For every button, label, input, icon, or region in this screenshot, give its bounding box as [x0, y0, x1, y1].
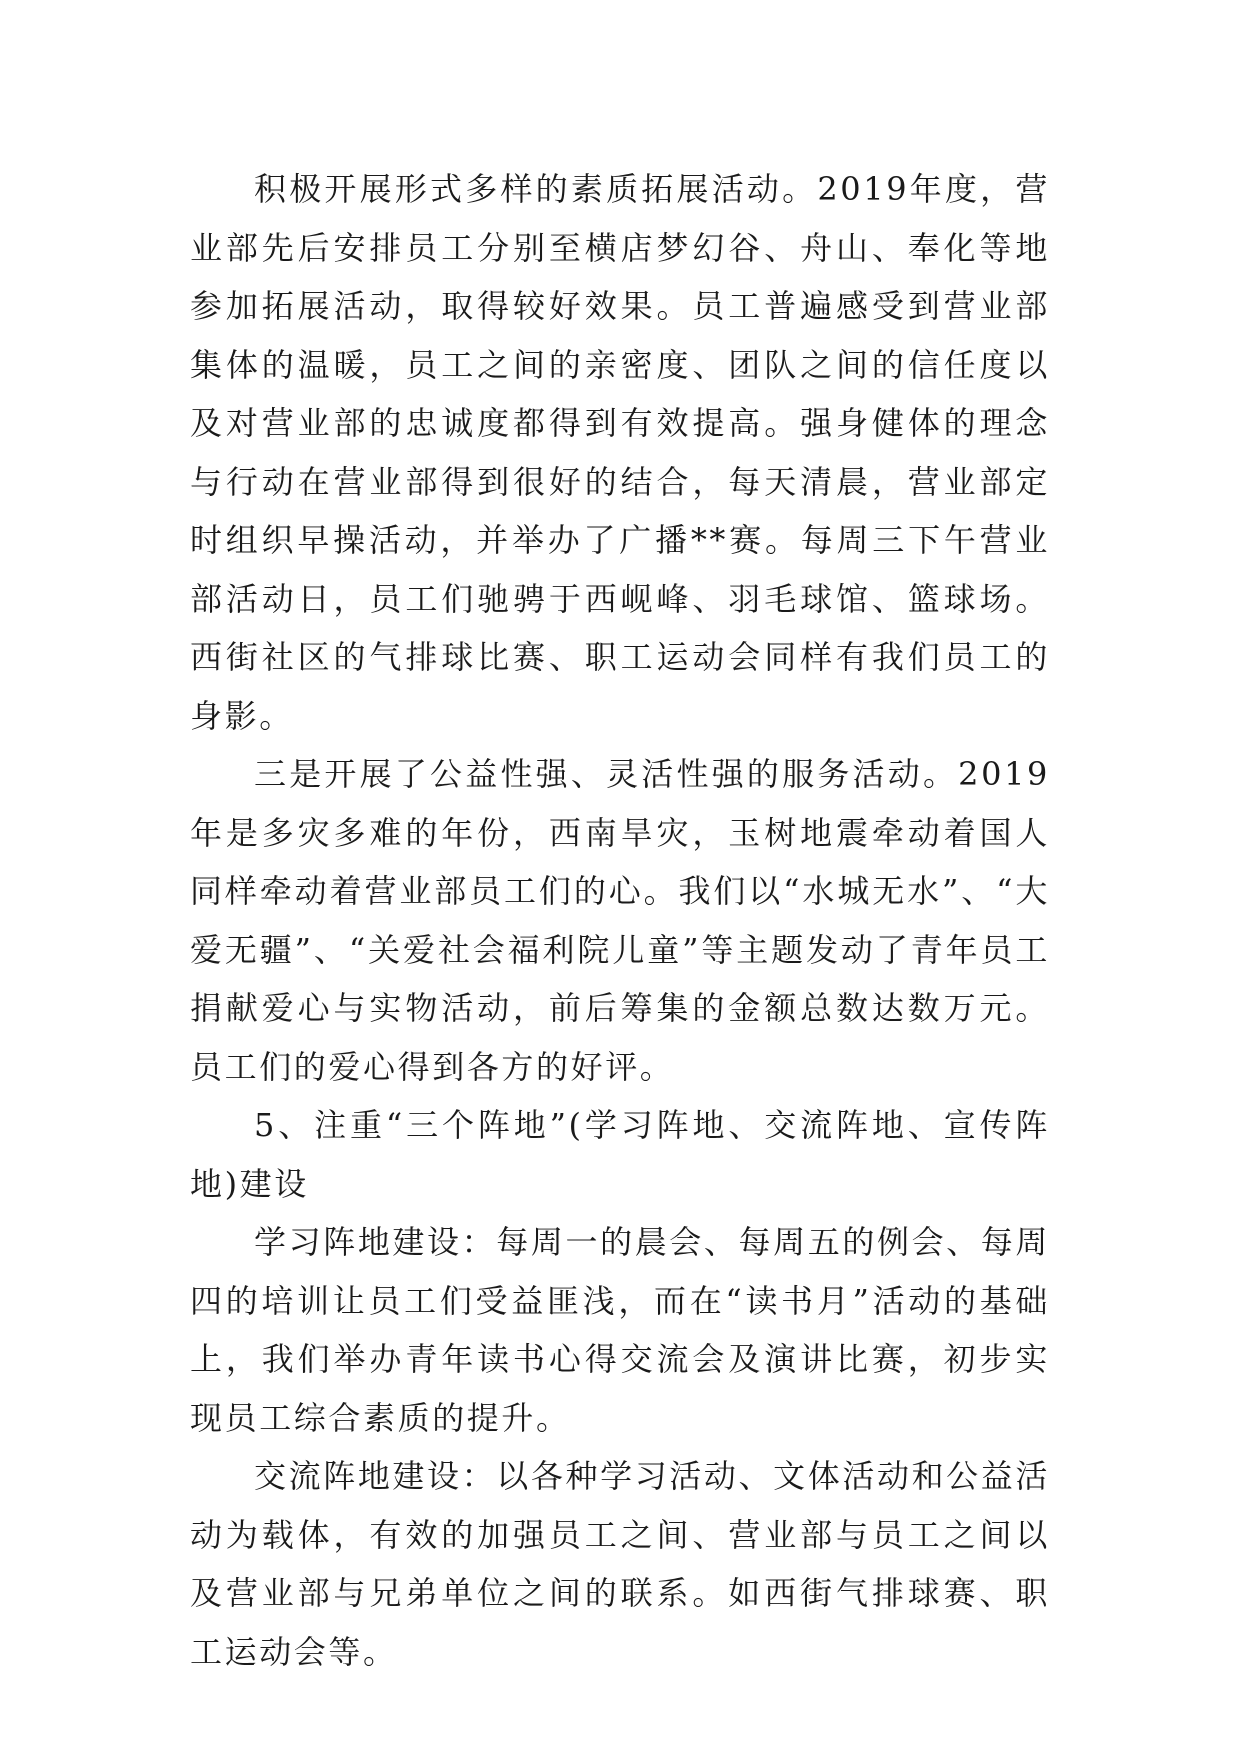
document-body — [190, 160, 1050, 1681]
paragraph-three-positions-heading: 5、注重“三个阵地”(学习阵地、交流阵地、宣传阵地)建设 — [190, 1106, 1050, 1203]
paragraph-activities: 积极开展形式多样的素质拓展活动。2019年度，营业部先后安排员工分别至横店梦幻谷、舟山、奉化等地参加拓展活动，取得较好效果。员工普遍感受到营业部集体的温暖，员工之间的亲密度、团队之间的信任度以及对营业部的忠诚度都得到有效提高。强身健体的理念与行动在营业部得到很好的结合，每天清晨，营业部定时组织早操活动，并举办了广播**赛。每周三下午营业部活动日，员工们驰骋于西岘峰、羽毛球馆、篮球场。西街社区的气排球比赛、职工运动会同样有我们员工的身影。 — [190, 170, 1050, 735]
paragraph-learning-position: 学习阵地建设：每周一的晨会、每周五的例会、每周四的培训让员工们受益匪浅，而在“读书月”活动的基础上，我们举办青年读书心得交流会及演讲比赛，初步实现员工综合素质的提升。 — [190, 1223, 1050, 1437]
paragraph-public-service: 三是开展了公益性强、灵活性强的服务活动。2019年是多灾多难的年份，西南旱灾，玉树地震牵动着国人同样牵动着营业部员工们的心。我们以“水城无水”、“大爱无疆”、“关爱社会福利院儿童”等主题发动了青年员工捐献爱心与实物活动，前后筹集的金额总数达数万元。员工们的爱心得到各方的好评。 — [190, 755, 1050, 1086]
paragraph-exchange-position: 交流阵地建设：以各种学习活动、文体活动和公益活动为载体，有效的加强员工之间、营业部与员工之间以及营业部与兄弟单位之间的联系。如西街气排球赛、职工运动会等。 — [190, 1457, 1050, 1671]
